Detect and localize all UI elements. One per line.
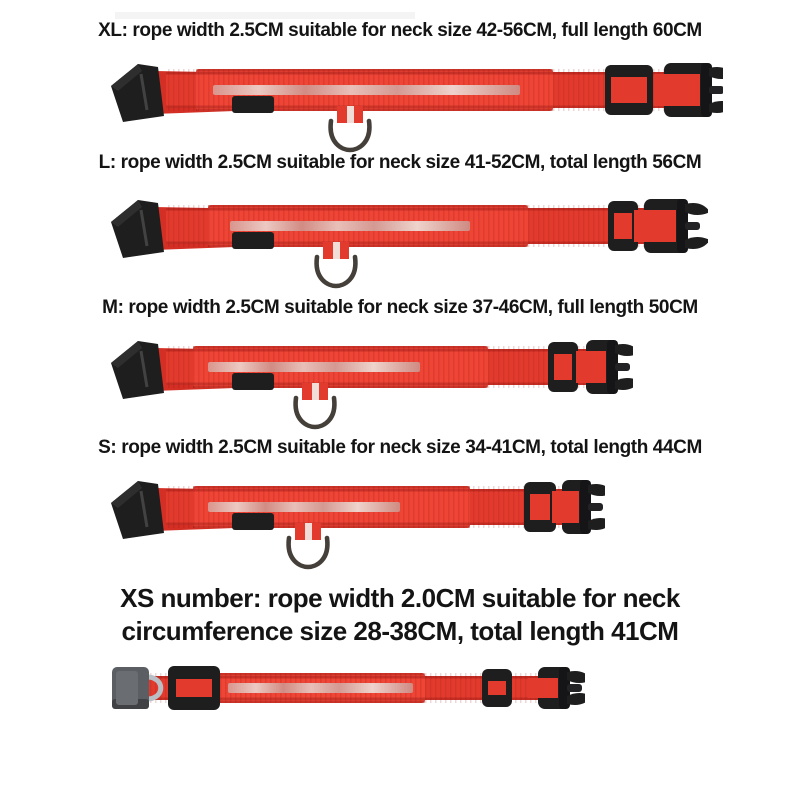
left-buckle-face	[116, 671, 138, 705]
fold-keeper	[232, 513, 274, 530]
d-ring-tab-stripe	[333, 242, 340, 259]
fold-keeper	[232, 96, 274, 113]
d-ring	[331, 121, 370, 150]
collar-image-m	[108, 333, 633, 433]
buckle-prong-bottom	[685, 237, 708, 249]
collar-image-l	[108, 192, 708, 292]
d-ring-tab-stripe	[347, 106, 354, 123]
slider-window	[530, 494, 550, 520]
collar-svg	[108, 333, 633, 433]
slider-window	[611, 77, 647, 103]
buckle-prong-center	[685, 222, 700, 230]
collar-svg	[110, 650, 585, 750]
reflective-stripe	[208, 362, 420, 372]
d-ring-tab-stripe	[305, 523, 312, 540]
slider-window	[614, 213, 632, 239]
buckle-prong-center	[709, 86, 723, 94]
right-buckle-strap	[528, 678, 558, 698]
slider-window	[488, 681, 506, 695]
d-ring	[289, 538, 328, 567]
d-ring	[296, 398, 335, 427]
left-keeper-window	[176, 679, 212, 697]
d-ring-tab-stripe	[312, 383, 319, 400]
buckle-prong-top	[685, 203, 708, 215]
d-ring	[317, 257, 356, 286]
size-label-m: M: rope width 2.5CM suitable for neck size 37-46CM, full length 50CM	[102, 297, 698, 318]
collar-image-s	[108, 473, 605, 573]
right-buckle-strap	[654, 74, 700, 106]
collar-svg	[108, 192, 708, 292]
collar-image-xs	[110, 650, 585, 750]
collar-svg	[108, 56, 723, 156]
photo-seam	[115, 12, 415, 19]
reflective-stripe	[213, 85, 520, 95]
reflective-stripe	[228, 683, 413, 693]
collar-image-xl	[108, 56, 723, 156]
collar-svg	[108, 473, 605, 573]
size-label-s: S: rope width 2.5CM suitable for neck size 34-41CM, total length 44CM	[98, 437, 702, 458]
slider-window	[554, 354, 572, 380]
buckle-prong-center	[588, 503, 603, 511]
buckle-prong-center	[567, 684, 582, 692]
buckle-prong-center	[615, 363, 630, 371]
right-buckle-strap	[634, 210, 676, 242]
right-buckle-strap	[576, 351, 606, 383]
reflective-stripe	[208, 502, 400, 512]
fold-keeper	[232, 373, 274, 390]
size-label-l: L: rope width 2.5CM suitable for neck size 41-52CM, total length 56CM	[98, 152, 702, 173]
right-buckle-strap	[552, 491, 579, 523]
fold-keeper	[232, 232, 274, 249]
size-label-xl: XL: rope width 2.5CM suitable for neck size 42-56CM, full length 60CM	[98, 20, 702, 41]
size-label-xs: XS number: rope width 2.0CM suitable for neck circumference size 28-38CM, total length 41CM	[120, 583, 680, 647]
reflective-stripe	[230, 221, 470, 231]
